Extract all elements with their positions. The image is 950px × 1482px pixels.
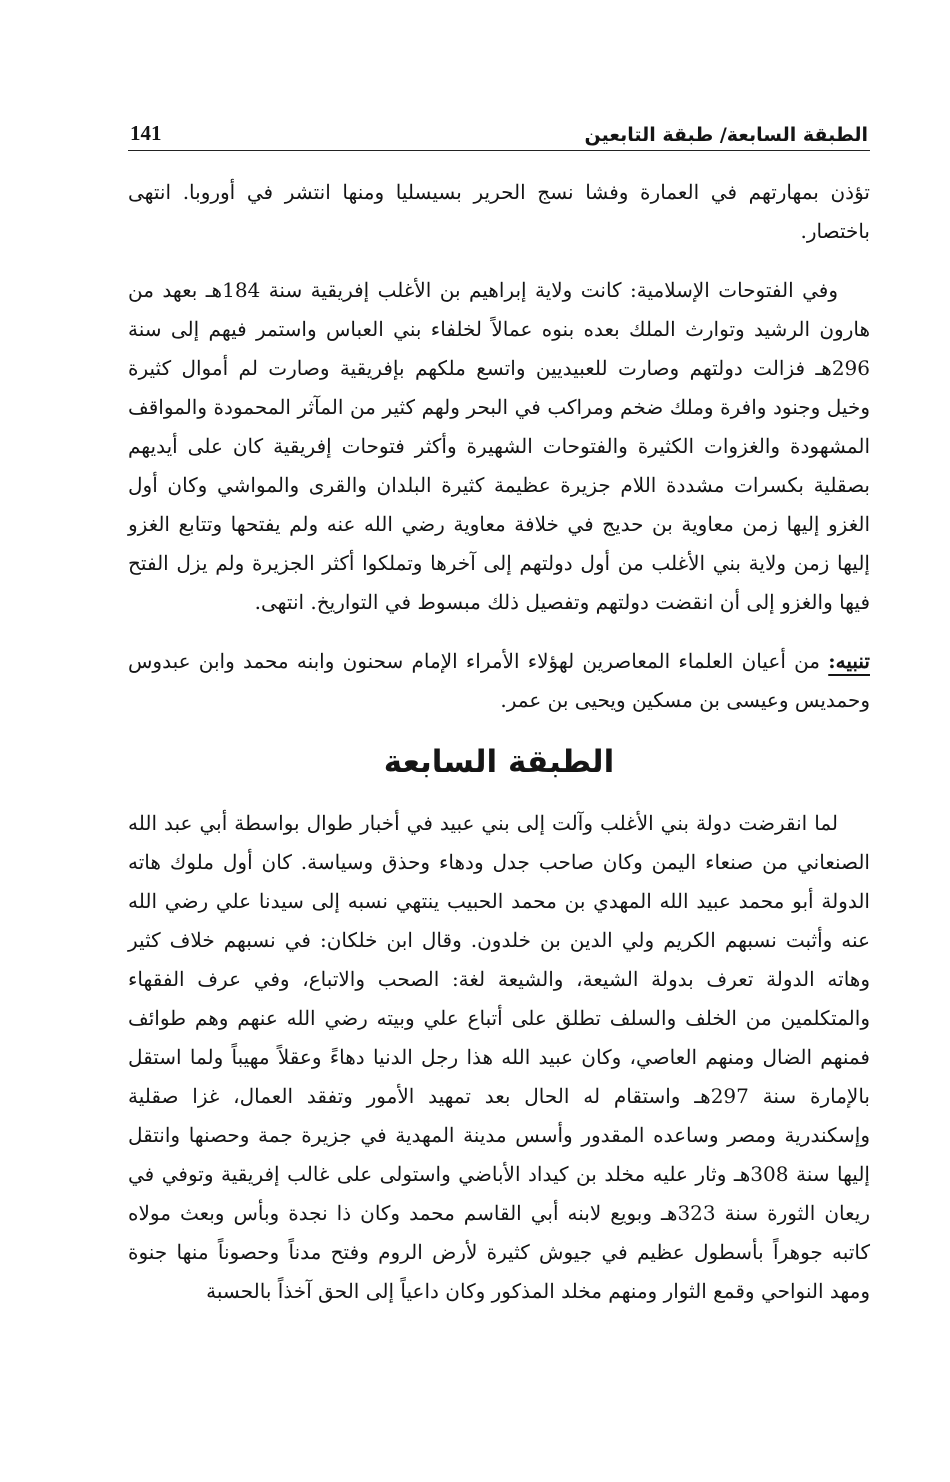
paragraph-fatimid-dynasty: لما انقرضت دولة بني الأغلب وآلت إلى بني عبيد في أخبار طوال بواسطة أبي عبد الله الصنعاني من صنعاء اليمن وكان صاحب جدل ودهاء وحذق وسياسة. كان أول ملوك هاته الدولة أبو محمد عبيد الله المهدي بن محمد الحبيب ينتهي نسبه إلى سيدنا علي رضي الله عنه وأثبت نسبهم الكريم ولي الدين بن خلدون. وقال ابن خلكان: في نسبهم خلاف كثير وهاته الدولة تعرف بدولة الشيعة، والشيعة لغة: الصحب والاتباع، وفي عرف الفقهاء والمتكلمين من الخلف والسلف تطلق على أتباع علي وبيته رضي الله عنهم وهم طوائف فمنهم الضال ومنهم العاصي، وكان عبيد الله هذا رجل الدنيا دهاءً وعقلاً مهيباً ولما استقل بالإمارة سنة 297هـ واستقام له الحال بعد تمهيد الأمور وتفقد العمال، غزا صقلية وإسكندرية ومصر وساعده المقدور وأسس مدينة المهدية في جزيرة جمة وحصنها وانتقل إليها سنة 308هـ وثار عليه مخلد بن كيداد الأباضي واستولى على غالب إفريقية وتوفي في ريعان الثورة سنة 323هـ وبويع لابنه أبي القاسم محمد وكان ذا نجدة وبأس وبعث مولاه كاتبه جوهراً بأسطول عظيم في جيوش كثيرة لأرض الروم وفتح مدناً وحصوناً منها جنوة ومهد النواحي وقمع الثوار ومنهم مخلد المذكور وكان داعياً إلى الحق آخذاً بالحسبة bbox=[128, 811, 871, 1303]
page-number: 141 bbox=[130, 121, 162, 145]
note-text: من أعيان العلماء المعاصرين لهؤلاء الأمراء الإمام سحنون وابنه محمد وابن عبدوس وحمديس وعيسى بن مسكين ويحيى بن عمر. bbox=[128, 649, 870, 712]
running-title: الطبقة السابعة/ طبقة التابعين bbox=[584, 124, 868, 146]
note-paragraph bbox=[128, 642, 870, 720]
paragraph-islamic-conquests: وفي الفتوحات الإسلامية: كانت ولاية إبراهيم بن الأغلب إفريقية سنة 184هـ بعهد من هارون الرشيد وتوارث الملك بعده بنوه عمالاً لخلفاء بني العباس واستمر فيهم إلى سنة 296هـ فزالت دولتهم وصارت للعبيديين واتسع ملكهم بإفريقية وصارت لم أموال كثيرة وخيل وجنود وافرة وملك ضخم ومراكب في البحر ولهم كثير من المآثر المحمودة والمواقف المشهودة والغزوات الكثيرة والفتوحات الشهيرة وأكثر فتوحات إفريقية كان على أيديهم بصقلية بكسرات مشددة اللام جزيرة عظيمة كثيرة البلدان والقرى والمواشي وكان أول الغزو إليها زمن معاوية بن حديج في خلافة معاوية رضي الله عنه ولم يفتحها وتتابع الغزو إليها زمن ولاية بني الأغلب من أول دولتهم إلى آخرها وتملكوا أكثر الجزيرة ولم يزل الفتح فيها والغزو إلى أن انقضت دولتهم وتفصيل ذلك مبسوط في التواريخ. انتهى. bbox=[128, 278, 870, 614]
section-heading: الطبقة السابعة bbox=[383, 744, 615, 780]
paragraph-continuation: تؤذن بمهارتهم في العمارة وفشا نسج الحرير بسيسليا ومنها انتشر في أوروبا. انتهى باختصار. bbox=[128, 180, 870, 243]
book-page bbox=[128, 112, 870, 1412]
text-body-section bbox=[128, 804, 870, 1311]
text-body bbox=[128, 173, 870, 720]
note-label: تنبيه: bbox=[828, 649, 870, 673]
running-head bbox=[128, 112, 870, 151]
